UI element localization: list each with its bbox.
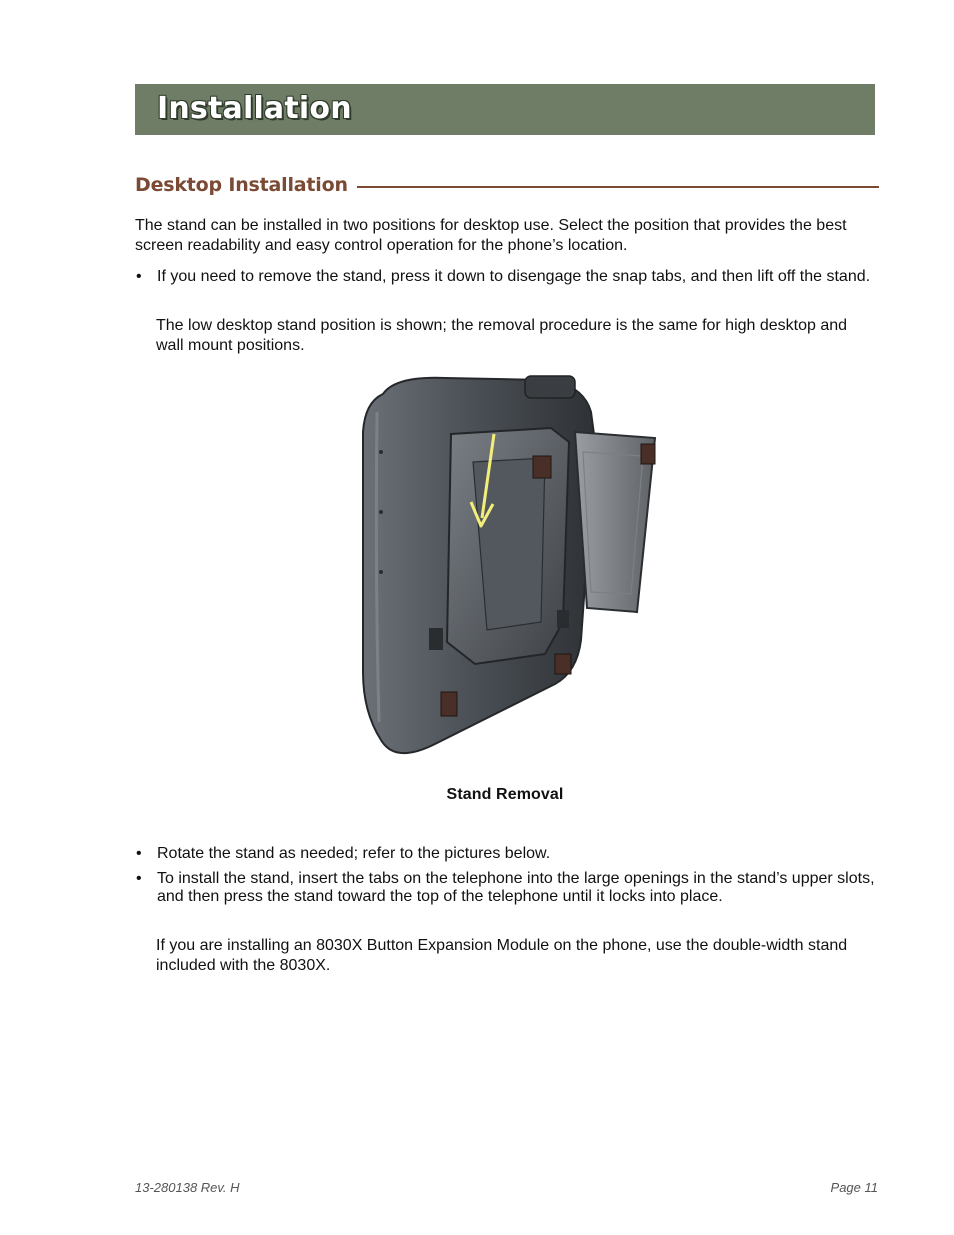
footer-doc-number: 13-280138 Rev. H — [135, 1180, 240, 1195]
section-rule — [357, 186, 879, 188]
bullet-text: If you need to remove the stand, press it down to disengage the snap tabs, and then lift off the stand. — [157, 268, 871, 285]
intro-paragraph: The stand can be installed in two positions for desktop use. Select the position that provides the best screen readability and easy control operation for the phone’s location. — [135, 217, 847, 254]
low-position-paragraph: The low desktop stand position is shown; the removal procedure is the same for high desktop and wall mount positions. — [156, 317, 848, 354]
bullet-item-rotate-stand — [135, 844, 875, 864]
stand-removal-figure — [355, 372, 665, 762]
bullet-item-remove-stand — [135, 267, 875, 287]
expansion-module-paragraph: If you are installing an 8030X Button Expansion Module on the phone, use the double-width stand included with the 8030X. — [156, 937, 848, 974]
bullet-text: Rotate the stand as needed; refer to the pictures below. — [157, 845, 551, 862]
bullet-text: To install the stand, insert the tabs on the telephone into the large openings in the stand’s upper slots, and then press the stand toward the top of the telephone until it locks into place. — [157, 870, 875, 905]
bullet-dot: • — [136, 845, 142, 862]
phone-stand-illustration — [355, 372, 665, 762]
chapter-banner — [135, 84, 875, 135]
chapter-title: Installation — [157, 91, 352, 126]
section-title: Desktop Installation — [135, 174, 356, 196]
bullet-item-install-stand — [135, 870, 875, 906]
footer-page-number: Page 11 — [830, 1180, 878, 1195]
bullet-dot: • — [136, 870, 142, 887]
bullet-dot: • — [136, 268, 142, 285]
section-header — [135, 172, 879, 202]
figure-caption: Stand Removal — [446, 786, 564, 803]
